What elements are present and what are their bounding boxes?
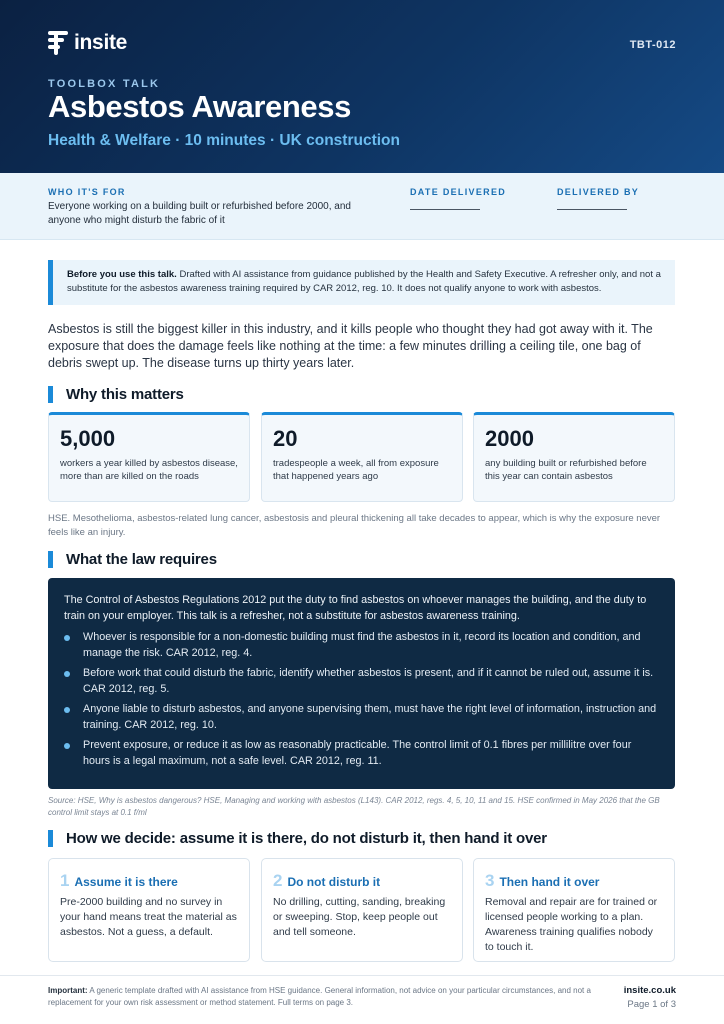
step-card xyxy=(261,858,463,962)
step-body: No drilling, cutting, sanding, breaking or sweeping. Stop, keep people out and tell someone. xyxy=(273,896,446,938)
footer-disclaimer-text: A generic template drafted with AI assistance from HSE guidance. General information, not advice on your particular circumstances, and not a replacement for your own risk assessment or method statement. Full terms on page 3. xyxy=(48,986,591,1007)
law-list xyxy=(64,630,659,769)
delivered-by-field[interactable] xyxy=(557,209,627,210)
section-heading-law xyxy=(48,551,217,568)
list-item: Before work that could disturb the fabric, identify whether asbestos is present, and if it cannot be ruled out, assume it is. CAR 2012, reg. 5. xyxy=(64,666,659,697)
section-accent xyxy=(48,386,53,403)
step-number: 1 xyxy=(60,871,70,890)
step-card xyxy=(48,858,250,962)
notice-callout xyxy=(48,260,675,305)
section-heading-why xyxy=(48,386,184,403)
stat-description: tradespeople a week, all from exposure that happened years ago xyxy=(273,458,439,482)
stat-card xyxy=(473,412,675,502)
document-reference: TBT-012 xyxy=(629,39,676,51)
delivered-by-label: DELIVERED BY xyxy=(557,187,640,197)
header-banner xyxy=(0,0,724,173)
footer-important-label: Important: xyxy=(48,986,88,995)
stat-card xyxy=(261,412,463,502)
section-accent xyxy=(48,551,53,568)
stat-number: 5,000 xyxy=(60,426,116,451)
who-text: Everyone working on a building built or refurbished before 2000, and anyone who might disturb the fabric of it xyxy=(48,201,351,226)
notice-lead: Before you use this talk. xyxy=(67,269,177,280)
section-accent xyxy=(48,830,53,847)
law-source: Source: HSE, Why is asbestos dangerous? HSE, Managing and working with asbestos (L143). CAR 2012, regs. 4, 5, 10, 11 and 15. HSE confirmed in May 2026 that the GB control limit stays at 0.1 f/ml xyxy=(48,796,660,817)
footer-disclaimer xyxy=(48,985,608,1009)
logo-text: insite xyxy=(74,31,128,54)
step-body: Pre-2000 building and no survey in your hand means treat the material as asbestos. Not a guess, a default. xyxy=(60,896,237,938)
page-title: Asbestos Awareness xyxy=(48,89,351,124)
list-item: Prevent exposure, or reduce it as low as reasonably practicable. The control limit of 0.1 fibres per millilitre over four hours is a legal maximum, not a safe level. CAR 2012, reg. 11. xyxy=(64,738,659,769)
step-number: 3 xyxy=(485,871,495,890)
step-title: Then hand it over xyxy=(499,875,600,889)
intro-paragraph: Asbestos is still the biggest killer in this industry, and it kills people who thought they had got away with it. The exposure that does the damage feels like nothing at the time: a few minutes drilling a ceiling tile, one bag of debris swept up. The disease turns up thirty years later. xyxy=(48,322,653,370)
who-label: WHO IT'S FOR xyxy=(48,187,126,197)
insite-logo-icon xyxy=(48,30,68,56)
footer-site-link[interactable]: insite.co.uk xyxy=(623,985,676,996)
step-number: 2 xyxy=(273,871,283,890)
date-delivered-field[interactable] xyxy=(410,209,480,210)
bullet-icon xyxy=(64,743,70,749)
page-subtitle: Health & Welfare · 10 minutes · UK construction xyxy=(48,132,400,149)
bullet-icon xyxy=(64,707,70,713)
bullet-icon xyxy=(64,635,70,641)
stat-number: 20 xyxy=(273,426,298,451)
stat-description: any building built or refurbished before this year can contain asbestos xyxy=(485,458,647,482)
step-title: Assume it is there xyxy=(74,875,178,889)
list-item: Anyone liable to disturb asbestos, and anyone supervising them, must have the right level of information, instruction and training. CAR 2012, reg. 10. xyxy=(64,702,659,733)
eyebrow-label: TOOLBOX TALK xyxy=(48,78,161,90)
stat-number: 2000 xyxy=(485,426,534,451)
step-body: Removal and repair are for trained or licensed people working to a plan. Awareness training qualifies nobody to touch it. xyxy=(485,896,658,953)
notice-text: Drafted with AI assistance from guidance published by the Health and Safety Executive. A refresher only, and not a substitute for the asbestos awareness training required by CAR 2012, reg. 10. It does not qualify anyone to work with asbestos. xyxy=(67,269,661,294)
page-number: Page 1 of 3 xyxy=(627,999,676,1010)
stat-description: workers a year killed by asbestos disease, more than are killed on the roads xyxy=(60,458,238,482)
section-title: What the law requires xyxy=(66,551,217,568)
stat-card xyxy=(48,412,250,502)
law-panel xyxy=(48,578,675,789)
list-item: Whoever is responsible for a non-domestic building must find the asbestos in it, record its location and condition, and manage the risk. CAR 2012, reg. 4. xyxy=(64,630,659,661)
step-card xyxy=(473,858,675,962)
step-title: Do not disturb it xyxy=(287,875,381,889)
section-heading-decide xyxy=(48,830,547,847)
date-delivered-label: DATE DELIVERED xyxy=(410,187,507,197)
law-lead: The Control of Asbestos Regulations 2012 put the duty to find asbestos on whoever manages the building, and the duty to train on your employer. This talk is a refresher, not a substitute for asbestos awareness training. xyxy=(64,594,647,622)
bullet-icon xyxy=(64,671,70,677)
section-title: How we decide: assume it is there, do not disturb it, then hand it over xyxy=(66,830,547,847)
footer-divider xyxy=(0,975,724,976)
section-title: Why this matters xyxy=(66,386,184,403)
stats-footnote: HSE. Mesothelioma, asbestos-related lung cancer, asbestosis and pleural thickening all take decades to appear, which is why the exposure never feels like an injury. xyxy=(48,513,661,538)
logo xyxy=(48,30,127,56)
